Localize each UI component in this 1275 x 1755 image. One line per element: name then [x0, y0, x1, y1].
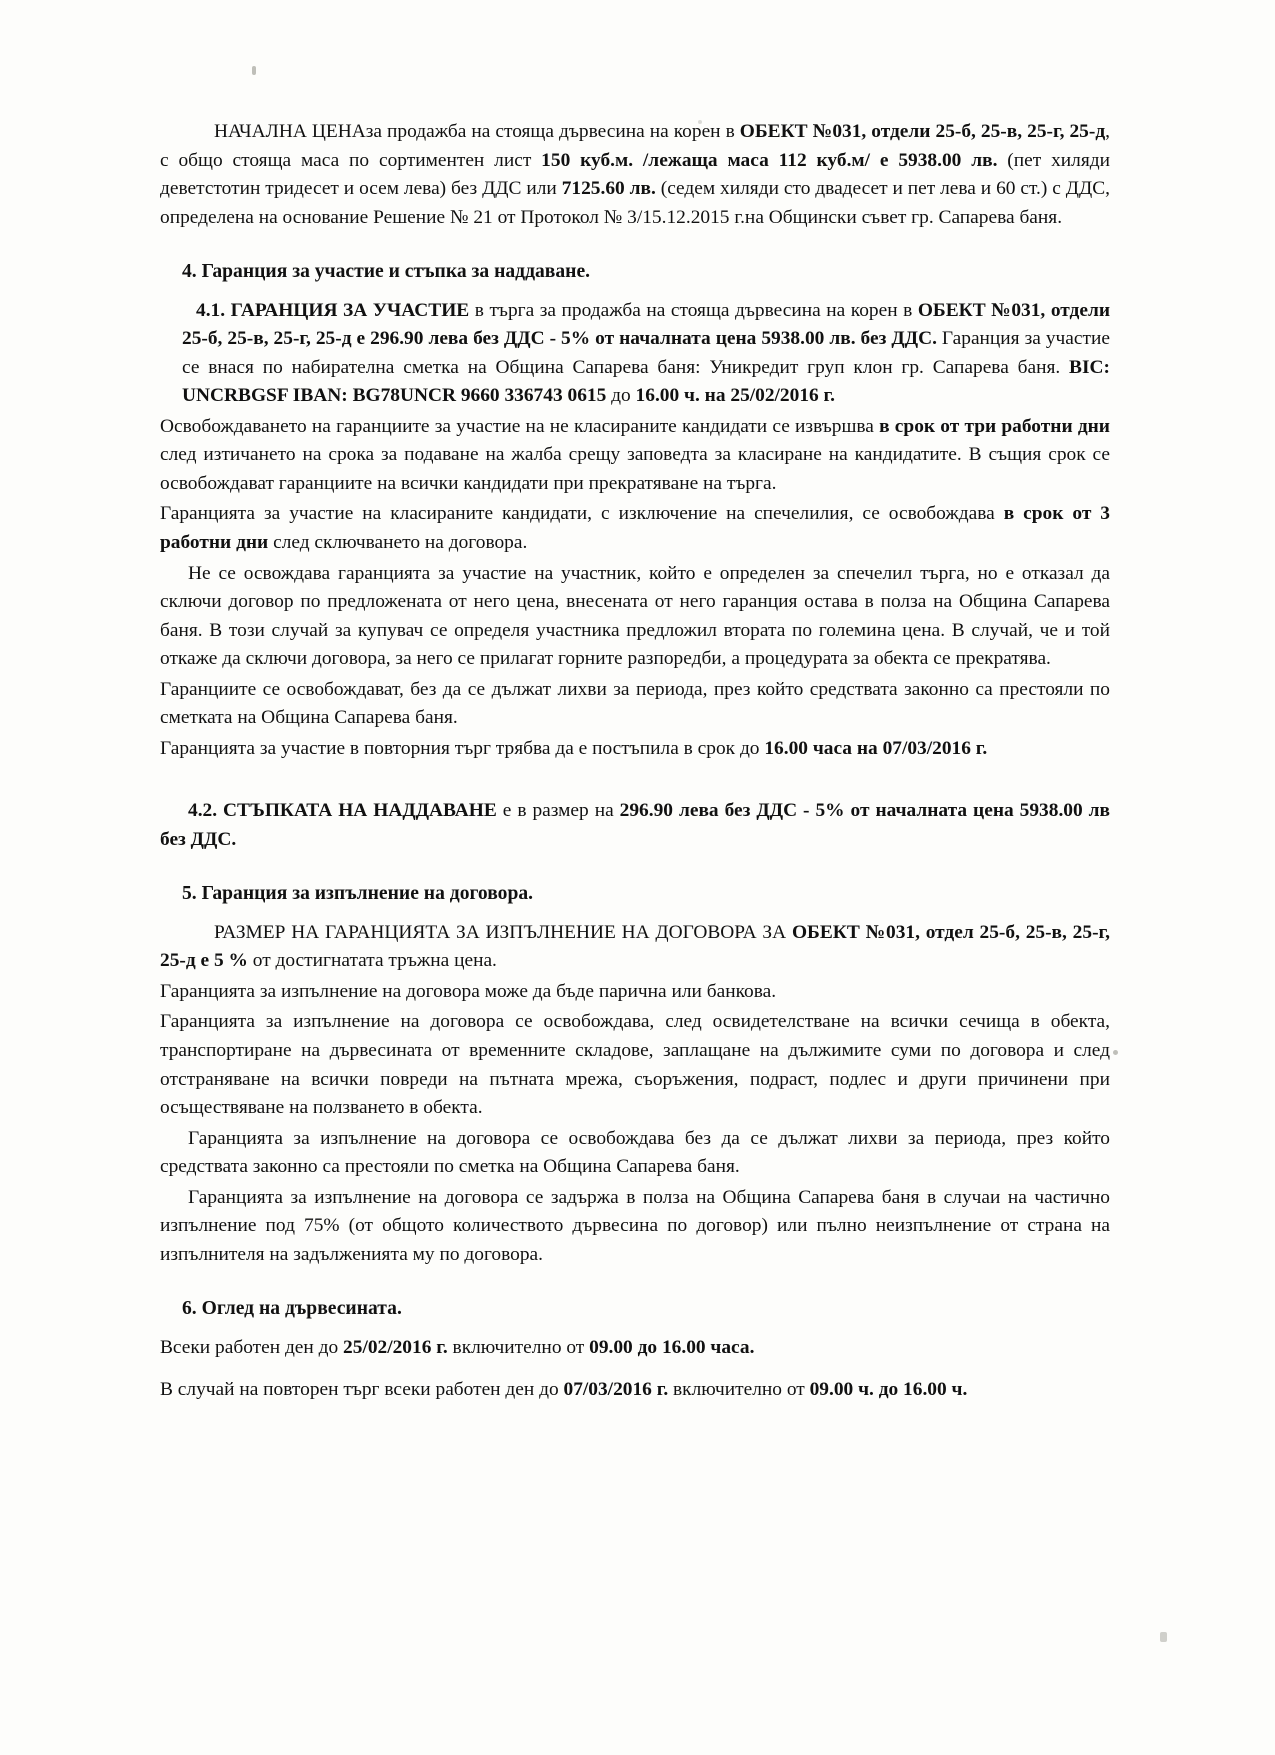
initial-price-text-1: за продажба на стояща дървесина на корен в: [365, 121, 740, 142]
paragraph-repeat-auction-deadline: [160, 735, 1110, 764]
repeat-deadline-value: 16.00 часа на 07/03/2016 г.: [764, 737, 988, 759]
initial-price-text-2: , с общо стояща маса по сортиментен лист: [160, 121, 1110, 171]
initial-price-text-4: (седем хиляди сто двадесет и пет лева и 60 ст.) с ДДС, определена на основание Решение № 21 от Протокол № 3/15.12.2015 г.на Общински съвет гр. Сапарева баня.: [160, 178, 1110, 228]
inspection-repeat-text-1: В случай на повторен търг всеки работен ден до: [160, 1379, 564, 1401]
bid-step-text: е в размер на: [496, 800, 620, 822]
paragraph-release-ranked: [160, 500, 1110, 557]
inspection-repeat-date: 07/03/2016 г.: [563, 1379, 669, 1401]
bank-iban: BIC: UNCRBGSF IBAN: BG78UNCR 9660 336743 0615: [182, 356, 1110, 407]
guarantee-text-3: до: [606, 385, 636, 407]
volume-and-price: 150 куб.м. /лежаща маса 112 куб.м/ е 5938.00 лв.: [541, 149, 998, 171]
paragraph-release-unranked: [160, 413, 1110, 499]
guarantee-amount: ОБЕКТ №031, отдели 25-б, 25-в, 25-г, 25-д е 296.90 лева без ДДС - 5% от началната цена 5938.00 лв. без ДДС.: [182, 299, 1110, 350]
scan-artifact: [1160, 1632, 1167, 1642]
guarantee-deadline: 16.00 ч. на 25/02/2016 г.: [635, 385, 836, 407]
paragraph-no-interest: Гаранциите се освобождават, без да се дължат лихви за периода, през който средствата законно са престояли по сметката на Община Сапарева баня.: [160, 678, 1110, 729]
repeat-deadline-text-1: Гаранцията за участие в повторния търг трябва да е постъпила в срок до: [160, 737, 765, 759]
paragraph-guarantee-form: Гаранцията за изпълнение на договора може да бъде парична или банкова.: [160, 980, 777, 1002]
release-ranked-term: в срок от 3 работни дни: [160, 503, 1110, 553]
inspection-repeat-time: 09.00 ч. до 16.00 ч.: [809, 1379, 968, 1401]
release-ranked-text-2: след сключването на договора.: [268, 531, 528, 553]
inspection-text-2: включително от: [447, 1336, 590, 1358]
guarantee-text-1: в търга за продажба на стояща дървесина на корен в: [469, 299, 918, 321]
initial-price-text-3: (пет хиляди деветстотин тридесет и осем лева) без ДДС или: [160, 149, 1110, 200]
paragraph-4-1-guarantee: [160, 297, 1110, 411]
paragraph-4-2-bid-step: [160, 797, 1110, 854]
bid-step-label: 4.2. СТЪПКАТА НА НАДДАВАНЕ: [188, 800, 497, 822]
release-term-3-days: в срок от три работни дни: [879, 415, 1110, 437]
paragraph-performance-guarantee-size: [160, 919, 1110, 976]
inspection-repeat-text-2: включително от: [668, 1379, 810, 1401]
inspection-time: 09.00 до 16.00 часа.: [589, 1336, 755, 1358]
performance-guarantee-object: ОБЕКТ №031, отдел 25-б, 25-в, 25-г, 25-д е 5 %: [160, 921, 1110, 972]
inspection-text-1: Всеки работен ден до: [160, 1336, 344, 1358]
release-text-1: Освобождаването на гаранциите за участие на не класираните кандидати се извършва: [160, 415, 880, 437]
paragraph-inspection-hours: [160, 1334, 1110, 1363]
paragraph-guarantee-release-conditions: Гаранцията за изпълнение на договора се освобождава, след освидетелстване на всички сечища в обекта, транспортиране на дървесината от временните складове, заплащане на дължимите суми по договора и след отстраняване на всички повреди на пътната мрежа, съоръжения, подраст, подлес и други причинени при осъществяване на ползването в обекта.: [160, 1011, 1110, 1119]
price-with-vat: 7125.60 лв.: [561, 178, 656, 200]
performance-guarantee-text-2: от достигнатата тръжна цена.: [247, 950, 497, 972]
bid-step-amount: 296.90 лева без ДДС - 5% от началната цена 5938.00 лв без ДДС.: [160, 800, 1110, 850]
scan-artifact: [252, 66, 256, 75]
release-ranked-text-1: Гаранцията за участие на класираните кандидати, с изключение на спечелилия, се освобождава: [160, 503, 1004, 525]
scan-artifact: [1113, 1050, 1118, 1055]
performance-guarantee-text-1: РАЗМЕР НА ГАРАНЦИЯТА ЗА ИЗПЪЛНЕНИЕ НА ДОГОВОРА ЗА: [214, 921, 792, 943]
section-6-heading: 6. Оглед на дървесината.: [182, 1298, 402, 1320]
paragraph-inspection-repeat: [160, 1376, 1110, 1405]
document-body: [160, 118, 1110, 1407]
paragraph-guarantee-retention: Гаранцията за изпълнение на договора се задържа в полза на Община Сапарева баня в случаи на частично изпълнение под 75% (от общото количеството дървесина по договор) или пълно неизпълнение от страна на изпълнителя на задълженията му по договора.: [160, 1186, 1110, 1265]
release-text-2: след изтичането на срока за подаване на жалба срещу заповедта за класиране на кандидатите. В същия срок се освобождават гаранциите на всички кандидати при прекратяване на търга.: [160, 444, 1110, 494]
paragraph-guarantee-no-interest: Гаранцията за изпълнение на договора се освобождава без да се дължат лихви за периода, през който средствата законно са престояли по сметка на Община Сапарева баня.: [160, 1127, 1110, 1178]
initial-price-label: НАЧАЛНА ЦЕНА: [214, 121, 366, 142]
paragraph-no-release-winner: Не се освождава гаранцията за участие на участник, който е определен за спечелил търга, но е отказал да сключи договор по предложената от него цена, внесената от него гаранция остава в полза на Община Сапарева баня. В този случай за купувач се определя участника предложил втората по големина цена. В случай, че и той откаже да сключи договора, за него се прилагат горните разпоредби, а процедурата за обекта се прекратява.: [160, 562, 1110, 670]
section-5-heading: 5. Гаранция за изпълнение на договора.: [182, 883, 534, 905]
guarantee-label: 4.1. ГАРАНЦИЯ ЗА УЧАСТИЕ: [196, 299, 470, 321]
section-4-heading: 4. Гаранция за участие и стъпка за наддаване.: [182, 261, 591, 283]
paragraph-initial-price: [160, 118, 1110, 232]
inspection-date: 25/02/2016 г.: [343, 1336, 448, 1358]
guarantee-text-2: Гаранция за участие се внася по набирателна сметка на Община Сапарева баня: Уникредит груп клон гр. Сапарева баня.: [182, 328, 1110, 378]
object-reference: ОБЕКТ №031, отдели 25-б, 25-в, 25-г, 25-д: [739, 121, 1106, 142]
